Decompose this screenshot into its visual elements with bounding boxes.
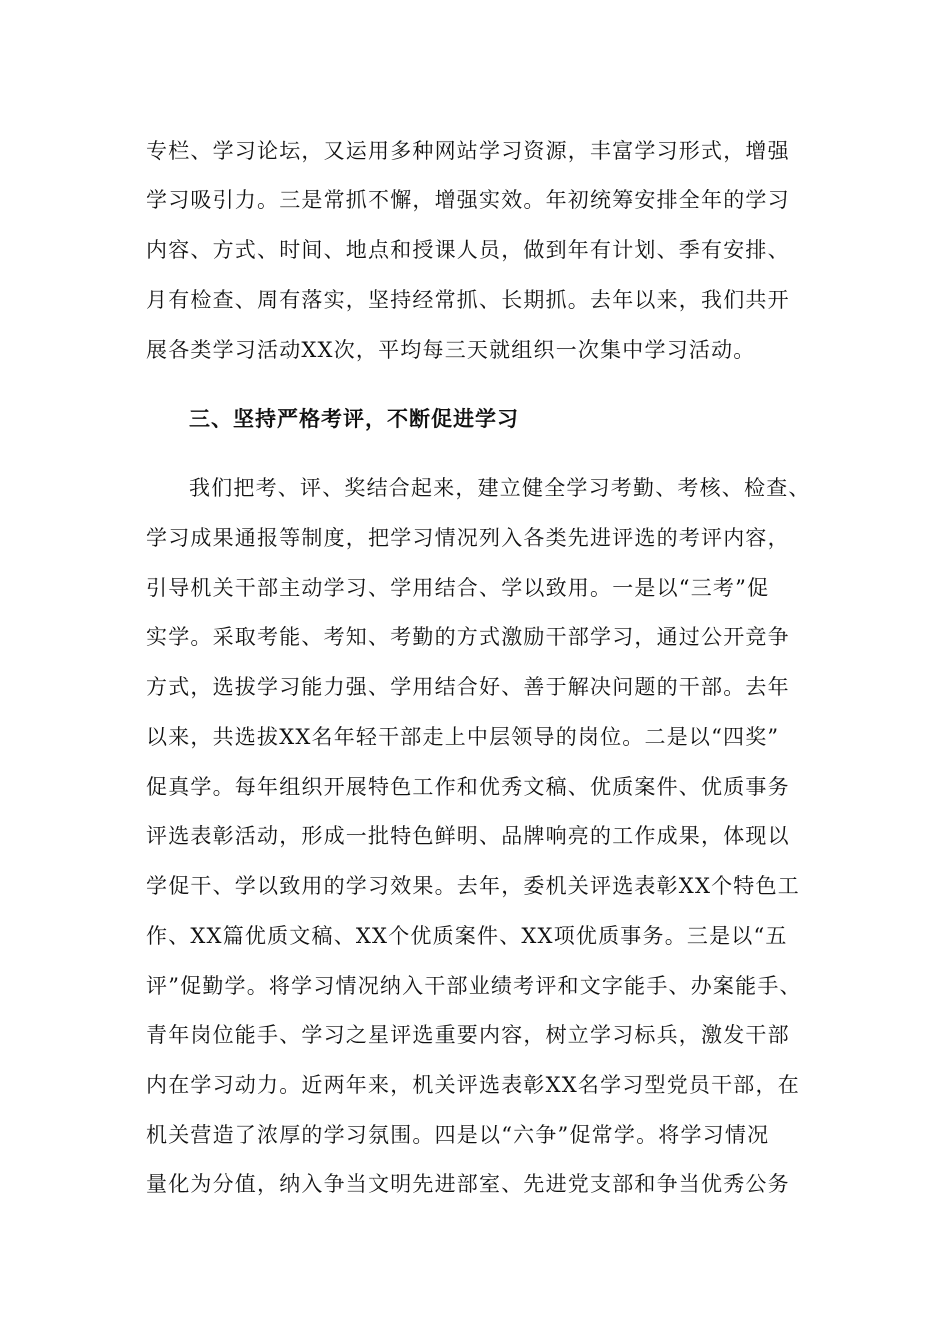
paragraph-line: 展各类学习活动XX次，平均每三天就组织一次集中学习活动。	[146, 338, 756, 362]
paragraph-line: 以来，共选拔XX名年轻干部走上中层领导的岗位。二是以“四奖”	[146, 725, 780, 749]
paragraph-line: 评”促勤学。将学习情况纳入干部业绩考评和文字能手、办案能手、	[146, 974, 802, 998]
paragraph-line: 专栏、学习论坛，又运用多种网站学习资源，丰富学习形式，增强	[146, 139, 790, 163]
paragraph-line: 青年岗位能手、学习之星评选重要内容，树立学习标兵，激发干部	[146, 1023, 790, 1047]
paragraph-line: 月有检查、周有落实，坚持经常抓、长期抓。去年以来，我们共开	[146, 288, 790, 312]
paragraph-line: 我们把考、评、奖结合起来，建立健全学习考勤、考核、检查、	[189, 476, 811, 500]
paragraph-line: 量化为分值，纳入争当文明先进部室、先进党支部和争当优秀公务	[146, 1172, 790, 1196]
paragraph-line: 学习吸引力。三是常抓不懈，增强实效。年初统筹安排全年的学习	[146, 188, 790, 212]
paragraph-line: 内在学习动力。近两年来，机关评选表彰XX名学习型党员干部，在	[146, 1073, 800, 1097]
paragraph-line: 促真学。每年组织开展特色工作和优秀文稿、优质案件、优质事务	[146, 775, 790, 799]
paragraph-line: 方式，选拔学习能力强、学用结合好、善于解决问题的干部。去年	[146, 675, 790, 699]
paragraph-line: 内容、方式、时间、地点和授课人员，做到年有计划、季有安排、	[146, 238, 790, 262]
paragraph-line: 作、XX篇优质文稿、XX个优质案件、XX项优质事务。三是以“五	[146, 924, 788, 948]
paragraph-line: 引导机关干部主动学习、学用结合、学以致用。一是以“三考”促	[146, 576, 770, 600]
paragraph-line: 学促干、学以致用的学习效果。去年，委机关评选表彰XX个特色工	[146, 874, 800, 898]
paragraph-line: 学习成果通报等制度，把学习情况列入各类先进评选的考评内容，	[146, 526, 790, 550]
section-heading: 三、坚持严格考评，不断促进学习	[189, 407, 519, 431]
paragraph-line: 机关营造了浓厚的学习氛围。四是以“六争”促常学。将学习情况	[146, 1123, 770, 1147]
paragraph-line: 实学。采取考能、考知、考勤的方式激励干部学习，通过公开竞争	[146, 625, 790, 649]
paragraph-line: 评选表彰活动，形成一批特色鲜明、品牌响亮的工作成果，体现以	[146, 824, 790, 848]
